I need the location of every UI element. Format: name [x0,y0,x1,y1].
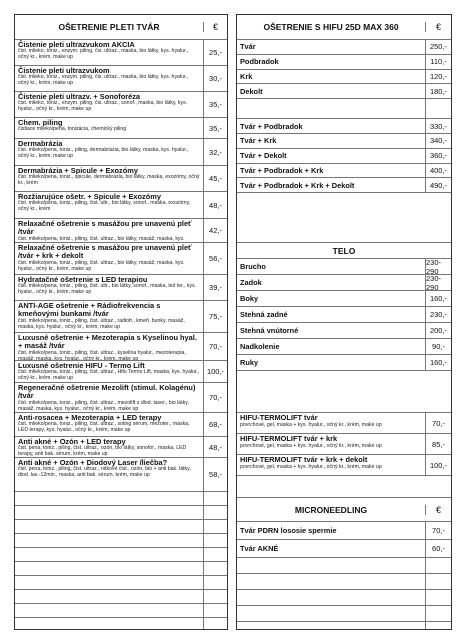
service-name: Podbradok [240,57,279,67]
service-price: 160,- [425,291,451,306]
empty-cell [237,574,425,589]
left-header-row [15,15,227,40]
service-price: 340,- [425,134,451,148]
service-price: 360,- [425,149,451,163]
micro-row [237,540,451,558]
empty-row [237,574,451,590]
service-price [425,99,451,118]
empty-cell [15,562,203,575]
service-price: 30,- [203,66,227,91]
service-row [15,437,227,458]
service-price: 180,- [425,84,451,98]
service-price: 58,- [203,458,227,491]
service-row [15,192,227,219]
hifu-header-row [237,15,451,40]
left-column [14,14,228,630]
service-price: 75,- [203,301,227,332]
service-info [15,166,203,191]
service-name: Stehná zadné [240,310,288,320]
empty-row [237,476,451,498]
empty-price-cell [425,590,451,605]
empty-price-cell [203,562,227,575]
service-row [15,301,227,333]
service-description: čist. mlieko, toniz., enzym. piling, čis. ultraz., maska, bio látky, kys. hyalur., očný kr., krém, make up [18,48,189,61]
empty-row [237,622,451,629]
service-price: 90,- [425,339,451,354]
service-name: HIFU-TERMOLIFT tvár [240,413,318,423]
service-name: Chem. piling [18,118,63,127]
empty-row [15,604,227,618]
service-name: Boky [240,294,259,304]
service-description: čist. mlieko/pena, toniz., piling, čist. ultraz., mezolift s dlod. laser., bio látky, masáž, maska, kys. hyalur., očný kr., krém, make up [18,399,189,412]
service-info [15,139,203,165]
service-name: Regeneračné ošetrenie Mezolift (stimul. Kolagénu) /tvár [18,383,196,401]
service-row [15,166,227,192]
service-name: Ruky [240,358,259,368]
empty-price-cell [203,492,227,505]
empty-row [15,576,227,590]
service-description: čist. mlieko/pena, toniz., piling, čist. ultraz., radiofr., kmeň. bunky, masáž, maska, kys. hyalur., očný kr., krém, make up [18,317,185,330]
service-price: 330,- [425,119,451,133]
service-name: Luxusné ošetrenie HIFU - Termo Lift [18,361,145,370]
service-row [15,361,227,383]
telo-row [237,259,451,275]
service-description: čistiace mlieko/pena, tonizácia, chemický piling [18,126,127,133]
empty-cell [237,606,425,621]
empty-cell [15,534,203,547]
empty-row [237,558,451,574]
telo-row [237,355,451,371]
service-info [15,40,203,65]
service-price: 35,- [203,92,227,117]
hifu-row [237,149,451,164]
termolift-row [237,434,451,455]
service-name: HIFU-TERMOLIFT tvár + krk [240,434,338,444]
service-name: Čistenie pleti ultrazv. + Sonoforéza [18,92,141,101]
service-price: 100,- [425,455,451,475]
service-price: 160,- [425,355,451,370]
empty-cell [237,590,425,605]
empty-price-cell [425,622,451,629]
service-name: Nadkolenie [240,342,280,352]
service-description: čist. mlieko/pena, toniz., piling, dermabrázia, bio látky, maska, kys. hyalur., očný kr., krém, make up [18,147,189,160]
service-info [15,383,203,412]
hifu-row [237,99,451,119]
service-info [237,413,425,433]
service-name: Relaxačné ošetrenie s masážou pre unavenú pleť /tvár + krk + dekolt [18,243,192,261]
hifu-row [237,84,451,99]
telo-row [237,307,451,323]
service-name: Brucho [240,262,266,272]
telo-row [237,339,451,355]
empty-price-cell [425,606,451,621]
hifu-row [237,164,451,179]
service-description: čist. mlieko, toniz., enzym. piling, čis. ultraz., maska, bio látky, kys. hyalur., očný kr., krém, make up [18,74,189,87]
empty-cell [15,548,203,561]
empty-row [237,606,451,622]
empty-cell [237,622,425,629]
service-info [15,243,203,274]
empty-cell [237,193,451,242]
section-title: OŠETRENIE S HIFU 25D MAX 360 [263,22,399,32]
empty-price-cell [203,604,227,617]
service-description: čist. mlieko/pena, toniz., piling, čist. ultraz., soting sérum, mezoter., maska, LED terapy, kys. hyalur., očný kr., krém, make up [18,421,190,434]
currency-label: € [425,22,451,32]
empty-price-cell [203,590,227,603]
termolift-row [237,413,451,434]
service-price: 39,- [203,275,227,300]
service-description: čist. mlieko/pena, toniz., piling, čist. ultr., bio látky, sonof., maska, exozómy, očný kr., krém [18,200,191,213]
hifu-row [237,70,451,85]
service-info [15,219,203,242]
service-name: Anti akné + Ozón + LED terapy [18,437,126,446]
micro-title: MICRONEEDLING [294,504,368,515]
service-description: čist. mlieko/pena, toniz., piling, čist. ultraz., bio látky, masáž, maska, kys. [18,235,185,242]
empty-price-cell [203,576,227,589]
service-name: Tvár [240,42,256,52]
service-info [15,458,203,491]
service-info [15,361,203,382]
empty-price-cell [425,558,451,573]
service-price: 110,- [425,55,451,69]
hifu-row [237,55,451,70]
service-name: Anti akné + Ozón + Diodový Laser /liečba? [18,458,168,467]
service-info [15,333,203,360]
micro-header-row [237,498,451,522]
service-price: 45,- [203,166,227,191]
empty-price-cell [203,548,227,561]
service-description: povrchové, gel, maska + kys. hyalur., očný kr., krém, make up [240,442,382,449]
empty-cell [15,506,203,519]
service-name: Stehná vnútorné [240,326,299,336]
service-price: 60,- [425,540,451,557]
service-description: čist. pena, toniz., piling, čist. ultraz., nitkové čist., ozón, bio + anti bak. látky, diod. las.-12min., maska, anti bak. sérum, krém, make up [18,466,191,479]
service-name [237,99,425,118]
empty-row [237,371,451,413]
empty-price-cell [203,618,227,629]
empty-row [237,193,451,243]
service-row [15,66,227,92]
service-description: čist. mlieko, toniz., enzym. piling, čis. ultraz., sonof., maska, bio látky, kys. hyalur., očný kr., krém, make up [18,100,188,113]
telo-row [237,275,451,291]
service-price: 32,- [203,139,227,165]
service-name: Tvár + Podbradok + Krk [240,165,324,175]
service-info [237,434,425,454]
service-name: Relaxačné ošetrenie s masážou pre unavenú pleť /tvár [18,219,192,237]
empty-cell [237,371,451,412]
empty-row [15,492,227,506]
service-row [15,40,227,66]
service-price: 400,- [425,164,451,178]
service-name: Dermabrázia [18,139,63,148]
micro-row [237,522,451,540]
service-info [15,92,203,117]
service-description: povrchové, gel, maska + kys. hyalur., očný kr., krém, make up [240,463,382,470]
service-info [15,66,203,91]
empty-row [15,590,227,604]
service-description: čist. mlieko/pena, toniz., piling, čist. ultr., bio látky, sonof., maska, led ter., kys. hyalur., očný kr., krém, make up [18,283,197,296]
empty-price-cell [203,534,227,547]
service-row [15,243,227,275]
empty-cell [15,590,203,603]
empty-cell [237,558,425,573]
service-info [15,275,203,300]
empty-cell [237,476,451,497]
empty-row [15,618,227,629]
service-price: 70,- [203,383,227,412]
service-price: 48,- [203,192,227,218]
empty-row [15,562,227,576]
empty-row [15,506,227,520]
service-row [15,118,227,139]
hifu-row [237,119,451,134]
service-name: Krk [240,71,253,81]
right-column [236,14,452,630]
empty-cell [15,604,203,617]
service-name: Hydratačné ošetrenie s LED terapiou [18,275,148,284]
service-name: Čistenie pleti ultrazvukom AKCIA [18,40,135,49]
service-name: Tvár + Podbradok [240,121,303,131]
service-info [15,413,203,436]
service-name: Rozžiarujúce ošetr. + Spicule + Exozómy [18,192,161,201]
empty-row [15,534,227,548]
service-description: čist. mlieko/pena, toniz., piling, čist. ultraz., Hifu Termo Lift, maska, kys. hyalur., očný kr., krém, make up [18,369,200,382]
service-description: čist. mlieko/pena, toniz., spicule, dermabrázia, bio látky, maska, exozómy, očný kr., krém [18,174,200,187]
service-price: 230-290 [425,275,451,290]
service-price: 68,- [203,413,227,436]
service-row [15,139,227,166]
hifu-row [237,40,451,55]
service-row [15,383,227,413]
currency-label: € [425,505,451,515]
service-price: 70,- [425,522,451,539]
hifu-row [237,178,451,193]
service-info [15,192,203,218]
telo-row [237,291,451,307]
section-title: OŠETRENIE PLETI TVÁR [58,22,160,32]
service-price: 85,- [425,434,451,454]
service-price: 490,- [425,178,451,192]
empty-cell [15,520,203,533]
empty-cell [15,492,203,505]
service-row [15,413,227,437]
empty-cell [15,618,203,629]
service-info [15,118,203,138]
service-name: Tvár + Dekolt [240,151,287,161]
termolift-row [237,455,451,476]
service-price: 230-290 [425,259,451,274]
service-name: ANTI-AGE ošetrenie + Rádiofrekvencia s kmeňovými bunkami /tvár [18,301,161,319]
empty-row [15,520,227,534]
service-name: Anti-rosacea + Mezoterapia + LED terapy [18,413,162,422]
service-name: Dekolt [240,86,263,96]
empty-price-cell [203,520,227,533]
service-row [15,219,227,243]
service-description: povrchové, gel, maska + kys. hyalur., očný kr., krém, make up [240,421,382,428]
service-name: Luxusné ošetrenie + Mezoterapia s Kyselinou hyal. + masáž /tvár [18,333,197,351]
telo-title: TELO [332,245,356,256]
service-price: 100,- [203,361,227,382]
service-row [15,275,227,301]
service-price: 230,- [425,307,451,322]
service-price: 48,- [203,437,227,457]
service-name: Dermabrázia + Spicule + Exozómy [18,166,138,175]
service-name: Tvár PDRN lososie spermie [240,526,337,536]
service-description: čist. mlieko/pena, toniz., piling, čist. ultraz., bio látky, masáž, maska, kys. hyalur., očný kr., krém, make up [18,259,185,272]
service-info [15,301,203,332]
telo-header-row [237,243,451,259]
service-price: 120,- [425,70,451,84]
empty-price-cell [425,574,451,589]
service-price: 25,- [203,40,227,65]
service-name: Čistenie pleti ultrazvukom [18,66,110,75]
service-row [15,458,227,492]
service-price: 56,- [203,243,227,274]
service-name: Zadok [240,278,262,288]
service-row [15,333,227,361]
service-name: HIFU-TERMOLIFT tvár + krk + dekolt [240,455,368,465]
currency-label: € [203,22,227,32]
service-price: 35,- [203,118,227,138]
empty-cell [15,576,203,589]
service-description: čist. pena, toniz., piling, čist. ultraz., ozón, bio látky, sonofor., maska, LED terapy, anti bak. sérum, krém, make up [18,445,187,457]
telo-row [237,323,451,339]
service-price: 70,- [425,413,451,433]
service-row [15,92,227,118]
empty-row [15,548,227,562]
empty-row [237,590,451,606]
service-name: Tvár AKNÉ [240,544,279,554]
service-price: 70,- [203,333,227,360]
service-price: 42,- [203,219,227,242]
service-price: 200,- [425,323,451,338]
hifu-row [237,134,451,149]
service-price: 250,- [425,40,451,54]
empty-price-cell [203,506,227,519]
service-name: Tvár + Podbradok + Krk + Dekolt [240,180,355,190]
service-info [15,437,203,457]
service-info [237,455,425,475]
service-description: čist. mlieko/pena, toniz., piling, čist. ultraz., kyselina hyalur., mezoterapia, masáž, maska, kys. hyalur., očný kr., krém, make up [18,349,186,360]
service-name: Tvár + Krk [240,136,277,146]
